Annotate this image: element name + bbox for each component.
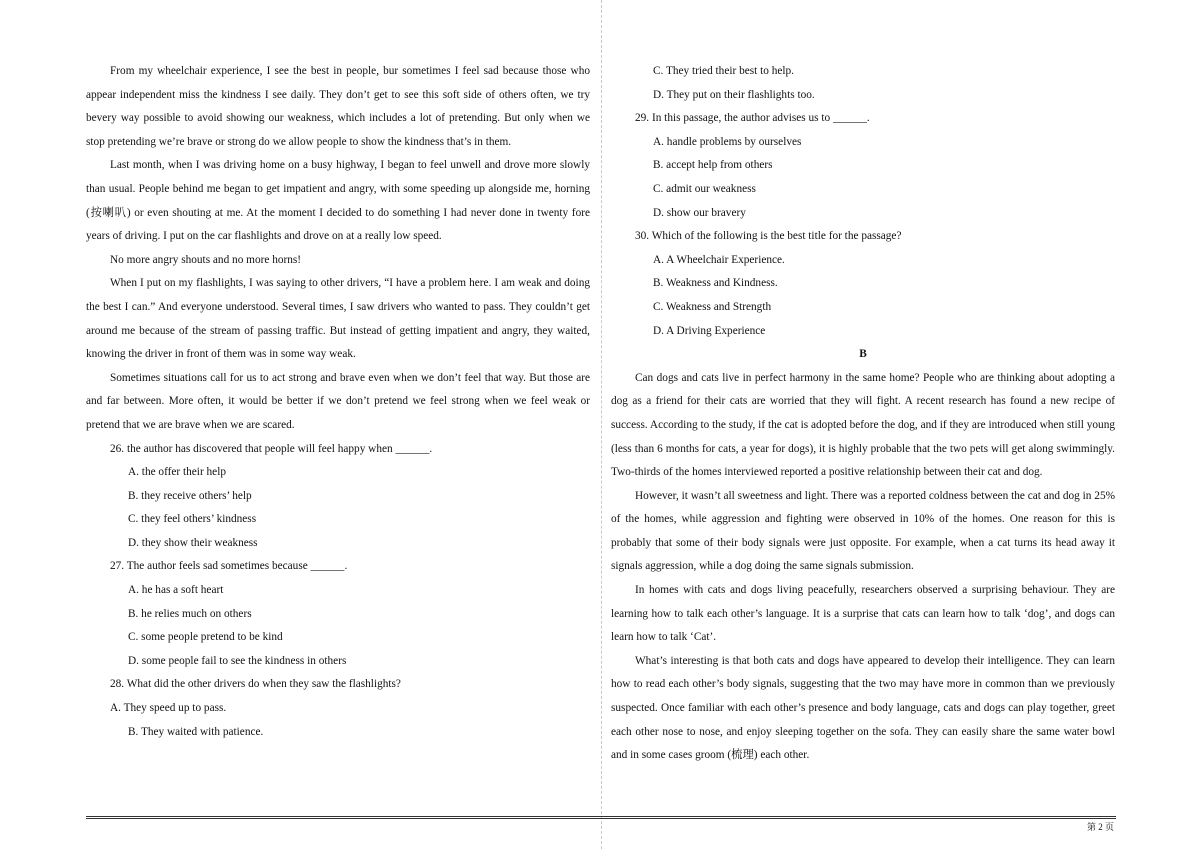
question-29-option-a: A. handle problems by ourselves bbox=[653, 135, 802, 148]
question-29-stem: 29. In this passage, the author advises us to ______. bbox=[635, 112, 870, 125]
question-26-option-a: A. the offer their help bbox=[128, 466, 226, 479]
question-28-stem: 28. What did the other drivers do when they saw the flashlights? bbox=[110, 678, 401, 691]
question-28-option-c: C. They tried their best to help. bbox=[653, 65, 794, 77]
right-column bbox=[611, 60, 1115, 768]
question-26-option-c: C. they feel others’ kindness bbox=[128, 513, 257, 526]
question-30-option-a: A. A Wheelchair Experience. bbox=[653, 253, 785, 266]
question-29-option-b: B. accept help from others bbox=[653, 159, 773, 172]
question-26-option-d: D. they show their weakness bbox=[128, 536, 258, 549]
section-b-heading: B bbox=[859, 348, 867, 361]
passage-b-paragraph-1: Can dogs and cats live in perfect harmony in the same home? People who are thinking about adopting a dog as a friend for their cats are worried that they will fight. A recent research has found a new recipe of success. According to the study, if the cat is adopted before the dog, and if they are introduced when still young (less than 6 months for cats, a year for dogs), it is highly probable that the two pets will get along swimmingly. Two-thirds of the homes interviewed reported a positive relationship between their cat and dog. bbox=[611, 371, 1115, 479]
question-27-option-a: A. he has a soft heart bbox=[128, 584, 224, 597]
question-27-option-d: D. some people fail to see the kindness in others bbox=[128, 654, 347, 667]
question-28-option-a: A. They speed up to pass. bbox=[110, 702, 227, 715]
passage-a-paragraph-4: When I put on my flashlights, I was saying to other drivers, “I have a problem here. I am weak and doing the best I can.” And everyone understood. Several times, I saw drivers who wanted to pass. They couldn’t get around me because of the stream of passing traffic. But instead of getting impatient and angry, they waited, knowing the driver in front of them was in some way weak. bbox=[86, 277, 590, 361]
question-29-option-c: C. admit our weakness bbox=[653, 182, 756, 195]
question-28-option-b: B. They waited with patience. bbox=[128, 725, 264, 738]
passage-a-paragraph-3: No more angry shouts and no more horns! bbox=[110, 253, 302, 266]
question-26-stem: 26. the author has discovered that people will feel happy when ______. bbox=[110, 442, 433, 455]
question-26-option-b: B. they receive others’ help bbox=[128, 489, 252, 502]
question-27-option-b: B. he relies much on others bbox=[128, 607, 252, 620]
question-30-option-c: C. Weakness and Strength bbox=[653, 300, 772, 313]
question-29-option-d: D. show our bravery bbox=[653, 206, 746, 219]
page-fold-divider bbox=[601, 0, 602, 849]
passage-a-paragraph-2: Last month, when I was driving home on a busy highway, I began to feel unwell and drove more slowly than usual. People behind me began to get impatient and angry, with some speeding up alongside me, horning (按喇叭) or even shouting at me. At the moment I decided to do something I had never done in twenty fore years of driving. I put on the car flashlights and drove on at a really low speed. bbox=[86, 159, 590, 243]
passage-b-paragraph-3: In homes with cats and dogs living peacefully, researchers observed a surprising behaviour. They are learning how to talk each other’s language. It is a surprise that cats can learn how to talk ‘dog’, and dogs can learn how to talk ‘Cat’. bbox=[611, 584, 1115, 644]
question-30-option-d: D. A Driving Experience bbox=[653, 324, 766, 337]
passage-a-paragraph-1: From my wheelchair experience, I see the best in people, bur sometimes I feel sad because those who appear independent miss the kindness I see daily. They don’t get to see this soft side of others often, we try bevery way possible to avoid showing our weakness, which includes a lot of pretending. But only when we stop pretending we’re brave or strong do we allow people to show the kindness that’s in them. bbox=[86, 65, 590, 148]
question-30-stem: 30. Which of the following is the best title for the passage? bbox=[635, 230, 902, 243]
left-column bbox=[86, 60, 590, 744]
question-30-option-b: B. Weakness and Kindness. bbox=[653, 277, 778, 290]
page-number: 第 2 页 bbox=[1086, 822, 1114, 832]
question-27-option-c: C. some people pretend to be kind bbox=[128, 631, 283, 644]
passage-a-paragraph-5: Sometimes situations call for us to act strong and brave even when we don’t feel that way. But those are and far between. More often, it would be better if we don’t pretend we feel strong when we feel weak or pretend that we are brave when we are scared. bbox=[86, 371, 590, 431]
footer-rule bbox=[86, 816, 1116, 819]
question-28-option-d: D. They put on their flashlights too. bbox=[653, 88, 815, 101]
passage-b-paragraph-4: What’s interesting is that both cats and dogs have appeared to develop their intelligence. They can learn how to read each other’s body signals, suggesting that the two may have more in common than we previously suspected. Once familiar with each other’s presence and body language, cats and dogs can play together, greet each other nose to nose, and enjoy sleeping together on the sofa. They can easily share the same water bowl and in some cases groom (梳理) each other. bbox=[611, 654, 1115, 762]
question-27-stem: 27. The author feels sad sometimes because ______. bbox=[110, 560, 348, 573]
passage-b-paragraph-2: However, it wasn’t all sweetness and light. There was a reported coldness between the cat and dog in 25% of the homes, while aggression and fighting were observed in 10% of the homes. One reason for this is probably that some of their body signals were just opposite. For example, when a cat turns its head away it signals aggression, while a dog doing the same signals submission. bbox=[611, 489, 1115, 573]
